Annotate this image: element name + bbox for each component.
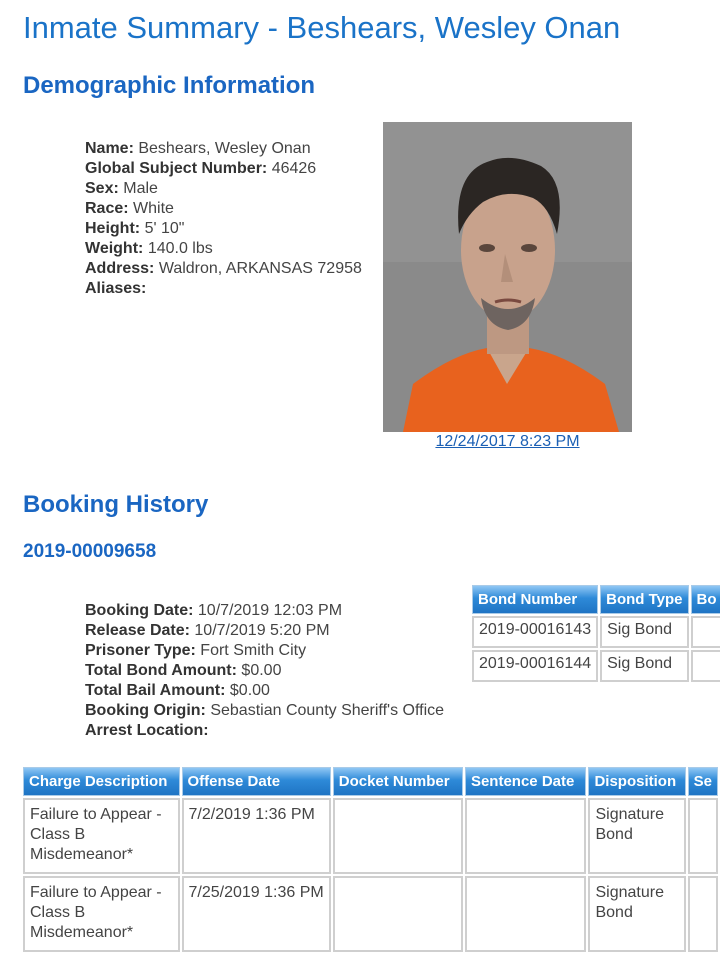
- address-value: Waldron, ARKANSAS 72958: [158, 260, 362, 277]
- disposition-cell: Signature Bond: [588, 876, 685, 952]
- booking-number: 2019-00009658: [23, 541, 157, 562]
- field-label: Aliases:: [85, 280, 147, 297]
- address-row: [85, 259, 362, 279]
- name-row: [85, 139, 362, 159]
- table-row: [472, 616, 720, 648]
- total-bail-row: [85, 681, 444, 701]
- total-bond-row: [85, 661, 444, 681]
- col-extra[interactable]: Se: [688, 767, 718, 796]
- name-value: Beshears, Wesley Onan: [138, 140, 311, 157]
- sex-value: Male: [123, 180, 158, 197]
- bond-table: [470, 583, 720, 684]
- weight-value: 140.0 lbs: [147, 240, 213, 257]
- col-charge-description[interactable]: Charge Description: [23, 767, 180, 796]
- page-title: Inmate Summary - Beshears, Wesley Onan: [23, 10, 621, 45]
- booking-origin-row: [85, 701, 444, 721]
- weight-row: [85, 239, 362, 259]
- bond-extra-cell: [691, 616, 720, 648]
- height-value: 5' 10": [144, 220, 185, 237]
- arrest-location-row: [85, 721, 444, 741]
- mugshot-photo[interactable]: [383, 122, 632, 432]
- field-label: Booking Date:: [85, 602, 194, 619]
- field-label: Global Subject Number:: [85, 160, 268, 177]
- charge-table-header: [23, 767, 718, 796]
- field-label: Total Bond Amount:: [85, 662, 237, 679]
- demographics-heading: Demographic Information: [23, 72, 316, 99]
- bond-number-cell: 2019-00016144: [472, 650, 598, 682]
- col-docket-number[interactable]: Docket Number: [333, 767, 463, 796]
- gsn-value: 46426: [271, 160, 317, 177]
- extra-cell: [688, 798, 718, 874]
- field-label: Booking Origin:: [85, 702, 206, 719]
- charge-description-cell: Failure to Appear - Class B Misdemeanor*: [23, 876, 180, 952]
- offense-date-cell: 7/2/2019 1:36 PM: [182, 798, 331, 874]
- charge-table: [21, 765, 720, 954]
- race-value: White: [133, 200, 174, 217]
- bond-type-cell: Sig Bond: [600, 616, 688, 648]
- photo-date-link[interactable]: 12/24/2017 8:23 PM: [435, 433, 580, 450]
- field-label: Name:: [85, 140, 134, 157]
- col-sentence-date[interactable]: Sentence Date: [465, 767, 587, 796]
- field-label: Sex:: [85, 180, 119, 197]
- col-bond-type[interactable]: Bond Type: [600, 585, 688, 614]
- extra-cell: [688, 876, 718, 952]
- field-label: Release Date:: [85, 622, 190, 639]
- field-label: Height:: [85, 220, 141, 237]
- bond-number-cell: 2019-00016143: [472, 616, 598, 648]
- release-date-row: [85, 621, 444, 641]
- mugshot-image: [383, 122, 632, 432]
- bond-table-header: [472, 585, 720, 614]
- table-row: [23, 798, 718, 874]
- prisoner-type-value: Fort Smith City: [200, 642, 307, 659]
- col-offense-date[interactable]: Offense Date: [182, 767, 331, 796]
- bond-extra-cell: [691, 650, 720, 682]
- docket-number-cell: [333, 876, 463, 952]
- demographics-info: [85, 139, 362, 299]
- bond-type-cell: Sig Bond: [600, 650, 688, 682]
- table-row: [472, 650, 720, 682]
- aliases-row: [85, 279, 362, 299]
- booking-history-heading: Booking History: [23, 491, 209, 518]
- field-label: Address:: [85, 260, 155, 277]
- height-row: [85, 219, 362, 239]
- release-date-value: 10/7/2019 5:20 PM: [194, 622, 330, 639]
- disposition-cell: Signature Bond: [588, 798, 685, 874]
- booking-date-value: 10/7/2019 12:03 PM: [197, 602, 343, 619]
- booking-info: [85, 601, 444, 741]
- total-bond-value: $0.00: [241, 662, 282, 679]
- booking-origin-value: Sebastian County Sheriff's Office: [210, 702, 445, 719]
- race-row: [85, 199, 362, 219]
- col-bond-extra[interactable]: Bo: [691, 585, 720, 614]
- gsn-row: [85, 159, 362, 179]
- total-bail-value: $0.00: [229, 682, 270, 699]
- col-disposition[interactable]: Disposition: [588, 767, 685, 796]
- col-bond-number[interactable]: Bond Number: [472, 585, 598, 614]
- offense-date-cell: 7/25/2019 1:36 PM: [182, 876, 331, 952]
- table-row: [23, 876, 718, 952]
- sentence-date-cell: [465, 876, 587, 952]
- sex-row: [85, 179, 362, 199]
- field-label: Race:: [85, 200, 129, 217]
- field-label: Arrest Location:: [85, 722, 209, 739]
- field-label: Prisoner Type:: [85, 642, 196, 659]
- sentence-date-cell: [465, 798, 587, 874]
- booking-date-row: [85, 601, 444, 621]
- prisoner-type-row: [85, 641, 444, 661]
- field-label: Total Bail Amount:: [85, 682, 226, 699]
- charge-description-cell: Failure to Appear - Class B Misdemeanor*: [23, 798, 180, 874]
- field-label: Weight:: [85, 240, 144, 257]
- docket-number-cell: [333, 798, 463, 874]
